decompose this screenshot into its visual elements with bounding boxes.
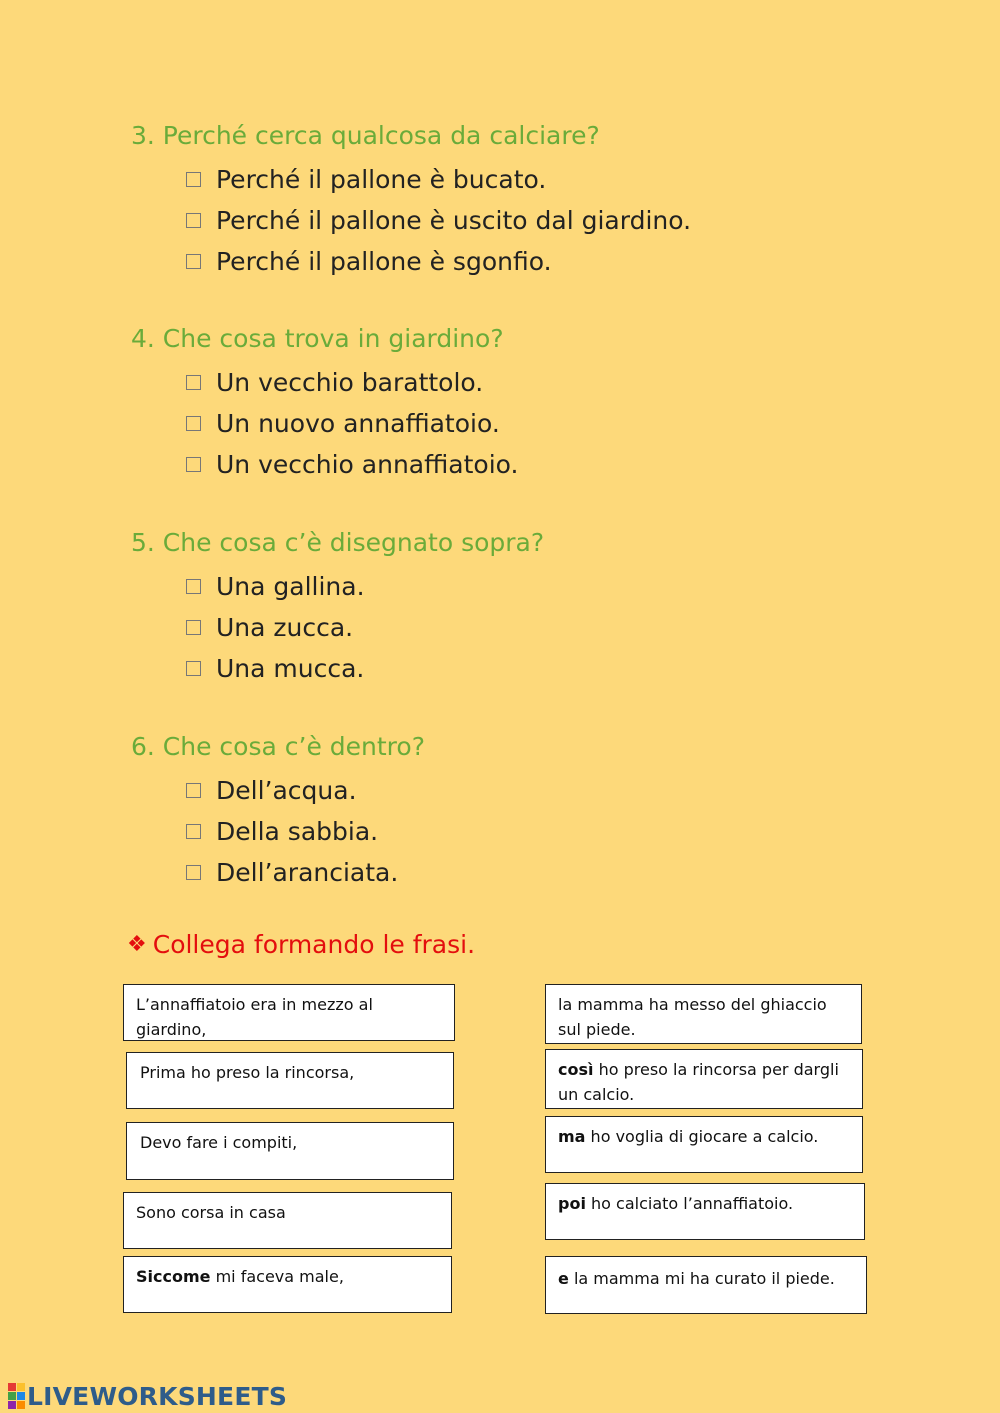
answer-option[interactable] — [186, 855, 398, 889]
matching-title-text: Collega formando le frasi. — [152, 930, 476, 959]
left-phrase-box[interactable] — [123, 1192, 452, 1249]
phrase-text: ho voglia di giocare a calcio. — [585, 1127, 819, 1146]
liveworksheets-logo[interactable] — [8, 1382, 287, 1410]
logo-blocks-icon — [8, 1383, 25, 1409]
option-label: Della sabbia. — [216, 816, 379, 846]
checkbox-icon[interactable] — [186, 375, 201, 390]
option-label: Perché il pallone è uscito dal giardino. — [216, 205, 692, 235]
question-title: 6. Che cosa c’è dentro? — [131, 732, 425, 761]
option-label: Un vecchio barattolo. — [216, 367, 484, 397]
option-label: Perché il pallone è sgonfio. — [216, 246, 552, 276]
question-title: 5. Che cosa c’è disegnato sopra? — [131, 528, 545, 557]
option-label: Un vecchio annaffiatoio. — [216, 449, 519, 479]
checkbox-icon[interactable] — [186, 457, 201, 472]
answer-option[interactable] — [186, 365, 483, 399]
left-phrase-box[interactable] — [123, 984, 455, 1041]
option-label: Dell’acqua. — [216, 775, 357, 805]
option-label: Una gallina. — [216, 571, 365, 601]
phrase-text: Sono corsa in casa — [136, 1203, 286, 1222]
option-label: Perché il pallone è bucato. — [216, 164, 547, 194]
checkbox-icon[interactable] — [186, 213, 201, 228]
answer-option[interactable] — [186, 814, 378, 848]
option-label: Dell’aranciata. — [216, 857, 399, 887]
right-phrase-box[interactable] — [545, 1116, 863, 1173]
logo-block — [17, 1383, 25, 1391]
phrase-connector: e — [558, 1269, 569, 1288]
option-label: Una mucca. — [216, 653, 365, 683]
phrase-text: Prima ho preso la rincorsa, — [140, 1063, 355, 1082]
logo-block — [8, 1383, 16, 1391]
matching-title — [127, 930, 475, 959]
logo-block — [17, 1401, 25, 1409]
right-phrase-box[interactable] — [545, 984, 862, 1044]
phrase-text: Devo fare i compiti, — [140, 1133, 298, 1152]
phrase-text: L’annaffiatoio era in mezzo al giardino, — [136, 995, 373, 1039]
phrase-text: la mamma ha messo del ghiaccio sul piede. — [558, 995, 827, 1039]
question-title: 4. Che cosa trova in giardino? — [131, 324, 504, 353]
answer-option[interactable] — [186, 610, 353, 644]
answer-option[interactable] — [186, 773, 357, 807]
answer-option[interactable] — [186, 651, 364, 685]
checkbox-icon[interactable] — [186, 620, 201, 635]
answer-option[interactable] — [186, 244, 552, 278]
left-phrase-box[interactable] — [123, 1256, 452, 1313]
phrase-connector: poi — [558, 1194, 586, 1213]
diamond-bullet-icon: ❖ — [127, 932, 147, 957]
right-phrase-box[interactable] — [545, 1049, 863, 1109]
answer-option[interactable] — [186, 569, 365, 603]
right-phrase-box[interactable] — [545, 1256, 867, 1314]
right-phrase-box[interactable] — [545, 1183, 865, 1240]
checkbox-icon[interactable] — [186, 254, 201, 269]
answer-option[interactable] — [186, 406, 500, 440]
phrase-text: mi faceva male, — [210, 1267, 344, 1286]
checkbox-icon[interactable] — [186, 579, 201, 594]
logo-block — [8, 1401, 16, 1409]
phrase-text: ho preso la rincorsa per dargli un calcio. — [558, 1060, 839, 1104]
checkbox-icon[interactable] — [186, 172, 201, 187]
phrase-text: ho calciato l’annaffiatoio. — [585, 1194, 794, 1213]
answer-option[interactable] — [186, 162, 546, 196]
logo-block — [17, 1392, 25, 1400]
left-phrase-box[interactable] — [126, 1122, 454, 1180]
checkbox-icon[interactable] — [186, 824, 201, 839]
answer-option[interactable] — [186, 447, 518, 481]
checkbox-icon[interactable] — [186, 661, 201, 676]
left-phrase-box[interactable] — [126, 1052, 454, 1109]
option-label: Un nuovo annaffiatoio. — [216, 408, 500, 438]
logo-text: LIVEWORKSHEETS — [27, 1381, 288, 1411]
phrase-text: la mamma mi ha curato il piede. — [568, 1269, 835, 1288]
checkbox-icon[interactable] — [186, 416, 201, 431]
phrase-connector: ma — [558, 1127, 586, 1146]
checkbox-icon[interactable] — [186, 783, 201, 798]
option-label: Una zucca. — [216, 612, 354, 642]
logo-block — [8, 1392, 16, 1400]
phrase-connector: Siccome — [136, 1267, 211, 1286]
phrase-connector: così — [558, 1060, 594, 1079]
question-title: 3. Perché cerca qualcosa da calciare? — [131, 121, 600, 150]
answer-option[interactable] — [186, 203, 691, 237]
checkbox-icon[interactable] — [186, 865, 201, 880]
